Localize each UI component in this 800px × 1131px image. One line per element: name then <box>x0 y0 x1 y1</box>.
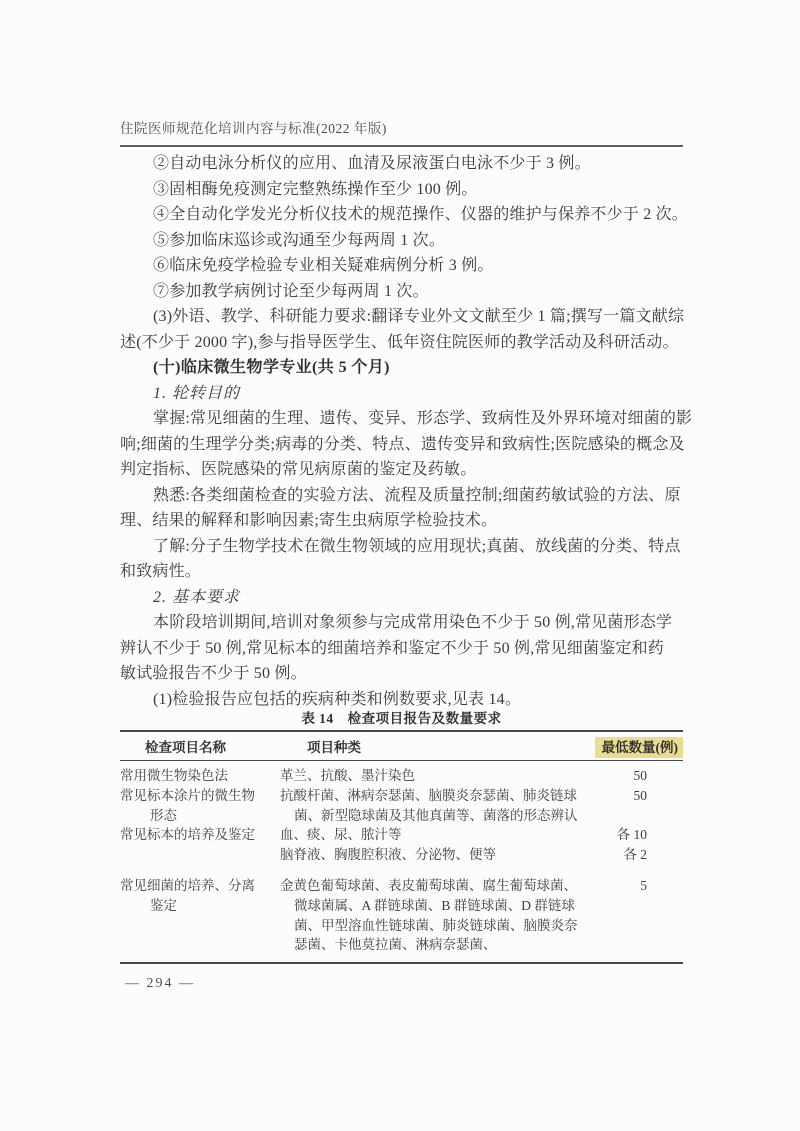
body-line: (1)检验报告应包括的疾病种类和例数要求,见表 14。 <box>153 690 522 708</box>
cell-min-qty: 各 2 <box>623 847 647 863</box>
subsection-heading: 1. 轮转目的 <box>153 384 241 402</box>
body-text <box>120 151 693 712</box>
table-row <box>120 845 683 865</box>
body-line: 和致病性。 <box>120 563 202 580</box>
cell-text: 血、痰、尿、脓汁等 <box>280 827 402 843</box>
cell-item-type <box>280 825 575 845</box>
cell-item-type <box>280 876 578 955</box>
body-line: 敏试验报告不少于 50 例。 <box>120 665 307 682</box>
body-line: ⑦参加教学病例讨论至少每两周 1 次。 <box>153 282 429 300</box>
cell-min-qty: 50 <box>633 787 647 803</box>
table-row <box>120 766 683 786</box>
body-line: 掌握:常见细菌的生理、遗传、变异、形态学、致病性及外界环境对细菌的影 <box>153 410 693 427</box>
cell-min-qty: 5 <box>640 877 647 893</box>
cell-text: 常见标本涂片的微生物 <box>120 787 255 803</box>
table-title: 表 14 检查项目报告及数量要求 <box>301 711 502 726</box>
body-line: ②自动电泳分析仪的应用、血清及尿液蛋白电泳不少于 3 例。 <box>153 155 591 172</box>
cell-min-qty: 各 10 <box>616 827 647 843</box>
cell-text: 抗酸杆菌、淋病奈瑟菌、脑膜炎奈瑟菌、肺炎链球 <box>280 787 577 803</box>
body-line: (3)外语、教学、科研能力要求:翻译专业外文文献至少 1 篇;撰写一篇文献综 <box>153 308 685 325</box>
table-row <box>120 825 683 845</box>
cell-text: 瑟菌、卡他莫拉菌、淋病奈瑟菌、 <box>294 937 497 953</box>
cell-text: 脑脊液、胸腹腔积液、分泌物、便等 <box>280 847 496 863</box>
column-header-item-type: 项目种类 <box>307 740 361 755</box>
body-line: 述(不少于 2000 字),参与指导医学生、低年资住院医师的教学活动及科研活动。 <box>120 333 679 351</box>
cell-exam-name <box>120 876 280 955</box>
column-header-exam-name: 检查项目名称 <box>145 740 226 755</box>
body-line: ⑥临床免疫学检验专业相关疑难病例分析 3 例。 <box>153 257 494 274</box>
body-line: 判定指标、医院感染的常见病原菌的鉴定及药敏。 <box>120 461 477 478</box>
cell-item-type <box>280 786 578 826</box>
body-line: 了解:分子生物学技术在微生物领域的应用现状;真菌、放线菌的分类、特点 <box>153 537 681 555</box>
cell-exam-name <box>120 786 280 826</box>
table-rows <box>120 761 683 962</box>
cell-text: 常见标本的培养及鉴定 <box>120 827 255 843</box>
cell-text: 常用微生物染色法 <box>120 768 228 783</box>
column-header-min-qty <box>575 736 683 756</box>
page-number: — 294 — <box>125 976 195 991</box>
cell-text: 形态 <box>150 807 177 823</box>
cell-text: 鉴定 <box>150 897 177 913</box>
subsection-heading: 2. 基本要求 <box>153 588 241 606</box>
body-line: 理、结果的解释和影响因素;寄生虫病原学检验技术。 <box>120 512 498 529</box>
cell-exam-name <box>120 845 280 865</box>
cell-text: 金黄色葡萄球菌、表皮葡萄球菌、腐生葡萄球菌、 <box>280 877 577 893</box>
table-row <box>120 786 683 826</box>
body-line: 本阶段培训期间,培训对象须参与完成常用染色不少于 50 例,常见菌形态学 <box>153 614 673 631</box>
table-body <box>120 730 683 964</box>
cell-text: 菌、甲型溶血性链球菌、肺炎链球菌、脑膜炎奈 <box>294 917 578 933</box>
body-line: 熟悉:各类细菌检查的实验方法、流程及质量控制;细菌药敏试验的方法、原 <box>153 486 681 504</box>
body-line: ⑤参加临床巡诊或沟通至少每两周 1 次。 <box>153 231 446 249</box>
body-line: 响;细菌的生理学分类;病毒的分类、特点、遗传变异和致病性;医院感染的概念及 <box>120 435 685 453</box>
table-header-row <box>120 732 683 761</box>
cell-item-type <box>280 845 575 865</box>
body-line: ③固相酶免疫测定完整熟练操作至少 100 例。 <box>153 180 478 198</box>
cell-min-qty: 50 <box>633 768 647 783</box>
cell-text: 常见细菌的培养、分离 <box>120 877 255 893</box>
body-line: ④全自动化学发光分析仪技术的规范操作、仪器的维护与保养不少于 2 次。 <box>153 206 689 223</box>
section-heading: (十)临床微生物学专业(共 5 个月) <box>153 359 390 376</box>
cell-text: 革兰、抗酸、墨汁染色 <box>280 768 415 783</box>
running-head: 住院医师规范化培训内容与标准(2022 年版) <box>120 117 683 147</box>
cell-item-type <box>280 766 575 786</box>
table <box>120 712 683 964</box>
table-row <box>120 876 683 955</box>
min-qty-highlight: 最低数量(例) <box>595 737 684 758</box>
cell-exam-name <box>120 825 280 845</box>
cell-text: 菌、新型隐球菌及其他真菌等、菌落的形态辨认 <box>294 807 578 823</box>
cell-exam-name <box>120 766 280 786</box>
body-line: 辨认不少于 50 例,常见标本的细菌培养和鉴定不少于 50 例,常见细菌鉴定和药 <box>120 639 665 657</box>
cell-text: 微球菌属、A 群链球菌、B 群链球菌、D 群链球 <box>294 897 575 913</box>
